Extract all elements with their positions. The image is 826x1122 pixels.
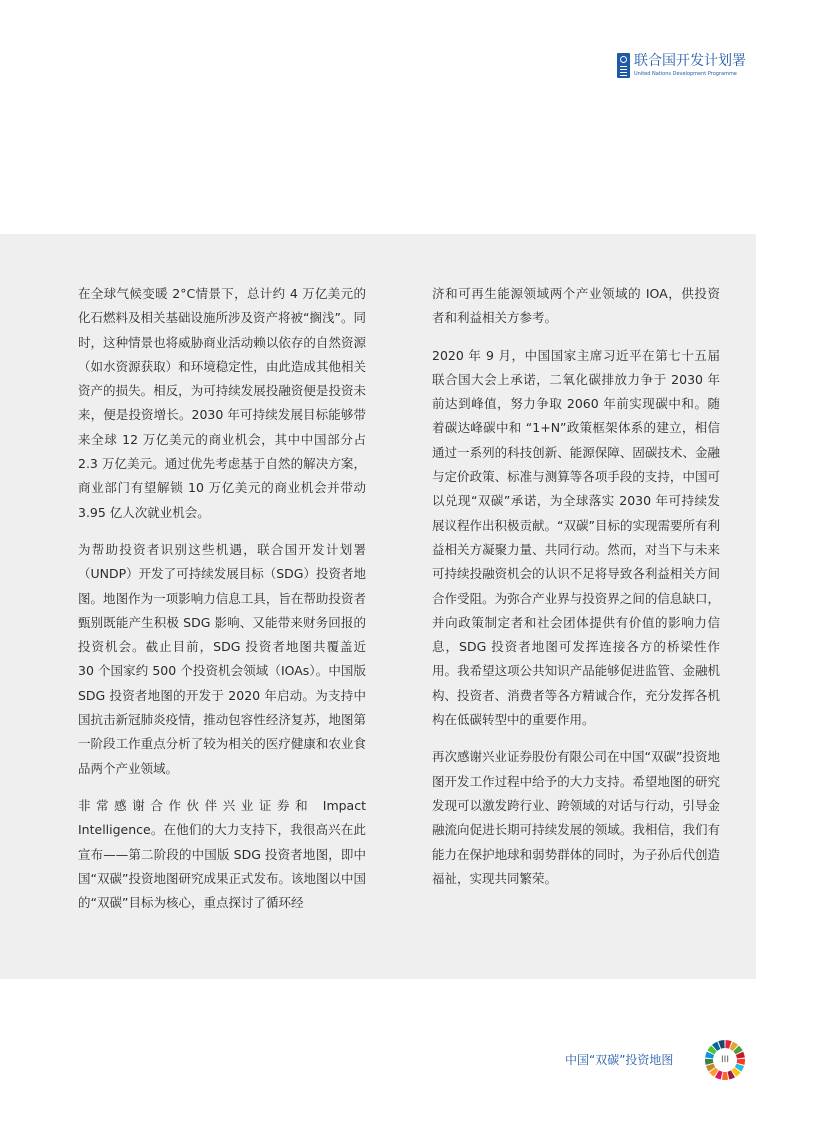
org-name-en: United Nations Development Programme: [634, 71, 737, 77]
page-number: III: [721, 1055, 729, 1065]
paragraph: 为帮助投资者识别这些机遇，联合国开发计划署（UNDP）开发了可持续发展目标（SDG）投资者地图。地图作为一项影响力信息工具，旨在帮助投资者甄别既能产生积极 SDG 影响、又能带来财务回报的投资机会。截止目前，SDG 投资者地图共覆盖近 30 个国家约 500 个投资机会领域（IOAs）。中国版 SDG 投资者地图的开发于 2020 年启动。为支持中国抗击新冠肺炎疫情，推动包容性经济复苏，地图第一阶段工作重点分析了较为相关的医疗健康和农业食品两个产业领域。: [78, 541, 366, 776]
org-name-cn: 联合国开发计划署: [634, 53, 746, 69]
report-title: 中国“双碳”投资地图: [565, 1053, 674, 1067]
undp-logo-icon: [617, 53, 630, 78]
paragraph: 在全球气候变暖 2°C情景下，总计约 4 万亿美元的化石燃料及相关基础设施所涉及资产将被“搁浅”。同时，这种情景也将威胁商业活动赖以依存的自然资源（如水资源获取）和环境稳定性，由此造成其他相关资产的损失。相反，为可持续发展投融资便是投资未来，便是投资增长。2030 年可持续发展目标能够带来全球 12 万亿美元的商业机会，其中中国部分占 2.3 万亿美元。通过优先考虑基于自然的解决方案，商业部门有望解锁 10 万亿美元的商业机会并带动 3.95 亿人次就业机会。: [78, 286, 366, 520]
sdg-wheel-segment: [722, 1072, 728, 1080]
left-column: [78, 282, 366, 928]
paragraph: 济和可再生能源领域两个产业领域的 IOA，供投资者和利益相关方参考。: [432, 286, 720, 326]
paragraph: 2020 年 9 月，中国国家主席习近平在第七十五届联合国大会上承诺，二氧化碳排放力争于 2030 年前达到峰值，努力争取 2060 年前实现碳中和。随着碳达峰碳中和 “1+N”政策框架体系的建立，相信通过一系列的科技创新、能源保障、固碳技术、金融与定价政策、标准与测算等各项手段的支持，中国可以兑现“双碳”承诺，为全球落实 2030 年可持续发展议程作出积极贡献。“双碳”目标的实现需要所有利益相关方凝聚力量、共同行动。然而，对当下与未来可持续投融资机会的认识不足将导致各利益相关方间合作受阻。为弥合产业界与投资界之间的信息缺口，并向政策制定者和社会团体提供有价值的影响力信息，SDG 投资者地图可发挥连接各方的桥梁性作用。我希望这项公共知识产品能够促进监管、金融机构、投资者、消费者等各方精诚合作，充分发挥各机构在低碳转型中的重要作用。: [432, 347, 720, 728]
right-column: [432, 282, 720, 904]
paragraph: 非常感谢合作伙伴兴业证券和 Impact Intelligence。在他们的大力支持下，我很高兴在此宣布——第二阶段的中国版 SDG 投资者地图，即中国“双碳”投资地图研究成果正式发布。该地图以中国的“双碳”目标为核心，重点探讨了循环经: [78, 797, 366, 911]
paragraph: 再次感谢兴业证券股份有限公司在中国“双碳”投资地图开发工作过程中给予的大力支持。希望地图的研究发现可以激发跨行业、跨领域的对话与行动，引导金融流向促进长期可持续发展的领域。我相信，我们有能力在保护地球和弱势群体的同时，为子孙后代创造福祉，实现共同繁荣。: [432, 749, 720, 886]
